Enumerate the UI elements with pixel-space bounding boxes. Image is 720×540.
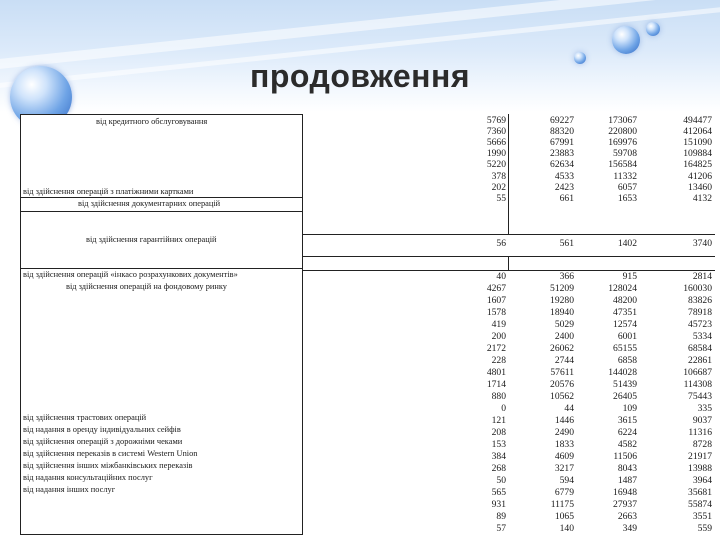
value-cell: 11506	[613, 451, 637, 462]
value-cell: 156584	[608, 159, 637, 171]
value-cell: 3964	[692, 475, 712, 486]
value-cell: 57	[496, 523, 506, 534]
value-cell: 4609	[554, 451, 574, 462]
row-label: від надання консультаційних послуг	[23, 473, 153, 482]
row-label: від надання інших послуг	[23, 485, 116, 494]
value-cell: 18940	[550, 307, 574, 318]
row-label: від здійснення операцій з платіжними картками	[23, 187, 194, 196]
value-cell: 55	[496, 192, 506, 204]
value-cell: 228	[491, 355, 506, 366]
value-cell: 114308	[683, 379, 712, 390]
value-cell: 11332	[613, 170, 637, 182]
value-cell: 1487	[617, 475, 637, 486]
value-cell: 6001	[617, 331, 637, 342]
row-label: від здійснення операцій з дорожніми чеками	[23, 437, 183, 446]
value-cell: 40	[496, 271, 506, 282]
value-cell: 6057	[617, 181, 637, 193]
value-cell: 51439	[613, 379, 637, 390]
value-cell: 915	[622, 271, 637, 282]
value-cell: 412064	[683, 126, 712, 138]
value-cell: 26062	[550, 343, 574, 354]
value-cell: 494477	[683, 115, 712, 126]
value-cell: 44	[564, 403, 574, 414]
row-label: від здійснення трастових операцій	[23, 413, 147, 422]
value-cell: 335	[697, 403, 712, 414]
value-cell: 10562	[550, 391, 574, 402]
row-label: від здійснення інших міжбанківських переказів	[23, 461, 193, 470]
value-cell: 89	[496, 511, 506, 522]
value-cell: 419	[491, 319, 506, 330]
value-cell: 67991	[550, 137, 574, 149]
value-cell: 3551	[692, 511, 712, 522]
value-cell: 27937	[613, 499, 637, 510]
value-cell: 151090	[683, 137, 712, 149]
value-cell: 4582	[617, 439, 637, 450]
value-cell: 565	[491, 487, 506, 498]
value-cell: 366	[559, 271, 574, 282]
value-cell: 4267	[486, 283, 506, 294]
value-cell: 661	[559, 192, 574, 204]
value-cell: 3217	[554, 463, 574, 474]
value-cell: 13988	[688, 463, 712, 474]
value-cell: 220800	[608, 126, 637, 138]
row-divider	[303, 256, 715, 257]
value-cell: 561	[559, 238, 574, 249]
row-divider	[21, 268, 302, 269]
value-cell: 106687	[683, 367, 712, 378]
value-cell: 78918	[688, 307, 712, 318]
value-cell: 5769	[486, 115, 506, 126]
value-cell: 11175	[550, 499, 574, 510]
value-cell: 109	[622, 403, 637, 414]
value-cell: 55874	[688, 499, 712, 510]
row-label: від здійснення гарантійних операцій	[86, 235, 217, 244]
value-cell: 20576	[550, 379, 574, 390]
value-cell: 12574	[613, 319, 637, 330]
value-cell: 594	[559, 475, 574, 486]
row-label: від надання в оренду індивідуальних сейфів	[23, 425, 181, 434]
value-cell: 1578	[486, 307, 506, 318]
value-cell: 65155	[613, 343, 637, 354]
value-cell: 5666	[486, 137, 506, 149]
value-cell: 69227	[550, 115, 574, 126]
decorative-orb	[646, 22, 660, 36]
value-cell: 200	[491, 331, 506, 342]
value-cell: 8043	[617, 463, 637, 474]
value-cell: 384	[491, 451, 506, 462]
value-cell: 3740	[692, 238, 712, 249]
value-cell: 268	[491, 463, 506, 474]
value-cell: 1714	[486, 379, 506, 390]
value-cell: 1446	[554, 415, 574, 426]
value-cell: 21917	[688, 451, 712, 462]
value-cell: 140	[559, 523, 574, 534]
value-cell: 2814	[692, 271, 712, 282]
value-cell: 41206	[688, 170, 712, 182]
row-label: від здійснення документарних операцій	[78, 199, 221, 208]
row-divider	[303, 270, 715, 271]
value-cell: 2744	[554, 355, 574, 366]
value-cell: 153	[491, 439, 506, 450]
value-cell: 128024	[608, 283, 637, 294]
value-cell: 57611	[550, 367, 574, 378]
value-cell: 378	[491, 170, 506, 182]
value-cell: 19280	[550, 295, 574, 306]
value-cell: 121	[491, 415, 506, 426]
value-cell: 7360	[486, 126, 506, 138]
value-cell: 16948	[613, 487, 637, 498]
value-cell: 6858	[617, 355, 637, 366]
value-cell: 47351	[613, 307, 637, 318]
value-cell: 2663	[617, 511, 637, 522]
value-cell: 4533	[554, 170, 574, 182]
value-cell: 5029	[554, 319, 574, 330]
value-cell: 11316	[688, 427, 712, 438]
value-cell: 59708	[613, 148, 637, 160]
value-cell: 6779	[554, 487, 574, 498]
value-cell: 22861	[688, 355, 712, 366]
value-cell: 9037	[692, 415, 712, 426]
value-cell: 2172	[486, 343, 506, 354]
value-cell: 559	[697, 523, 712, 534]
row-label: від здійснення операцій на фондовому ринку	[66, 282, 227, 291]
value-cell: 8728	[692, 439, 712, 450]
row-divider	[21, 197, 302, 198]
value-cell: 202	[491, 181, 506, 193]
value-cell: 2400	[554, 331, 574, 342]
value-cell: 5334	[692, 331, 712, 342]
value-cell: 23883	[550, 148, 574, 160]
value-cell: 6224	[617, 427, 637, 438]
value-cell: 75443	[688, 391, 712, 402]
value-cell: 1653	[617, 192, 637, 204]
value-cell: 26405	[613, 391, 637, 402]
value-cell: 164825	[683, 159, 712, 171]
row-label: від здійснення переказів в системі Western Union	[23, 449, 198, 458]
services-table	[20, 114, 715, 535]
value-cell: 1402	[617, 238, 637, 249]
value-cell: 83826	[688, 295, 712, 306]
value-cell: 88320	[550, 126, 574, 138]
row-divider	[21, 211, 302, 212]
column-divider	[508, 114, 509, 234]
value-cell: 5220	[486, 159, 506, 171]
value-cell: 51209	[550, 283, 574, 294]
row-label: від здійснення операцій «інкасо розрахункових документів»	[23, 270, 238, 279]
column-divider	[508, 256, 509, 270]
value-cell: 1607	[486, 295, 506, 306]
value-cell: 56	[496, 238, 506, 249]
value-cell: 349	[622, 523, 637, 534]
value-cell: 208	[491, 427, 506, 438]
slide-title: продовження	[250, 58, 470, 94]
value-cell: 931	[491, 499, 506, 510]
value-cell: 0	[501, 403, 506, 414]
row-labels-column	[20, 114, 303, 535]
value-cell: 2423	[554, 181, 574, 193]
value-cell: 1990	[486, 148, 506, 160]
value-cell: 35681	[688, 487, 712, 498]
value-cell: 68584	[688, 343, 712, 354]
value-cell: 173067	[608, 115, 637, 126]
row-label: від кредитного обслуговування	[96, 117, 208, 126]
value-cell: 880	[491, 391, 506, 402]
value-cell: 4132	[692, 192, 712, 204]
value-cell: 62634	[550, 159, 574, 171]
value-cell: 48200	[613, 295, 637, 306]
value-cell: 50	[496, 475, 506, 486]
value-cell: 169976	[608, 137, 637, 149]
value-cell: 144028	[608, 367, 637, 378]
value-cell: 13460	[688, 181, 712, 193]
value-cell: 4801	[486, 367, 506, 378]
value-cell: 109884	[683, 148, 712, 160]
value-cell: 3615	[617, 415, 637, 426]
row-divider	[303, 234, 715, 235]
value-cell: 160030	[683, 283, 712, 294]
value-cell: 45723	[688, 319, 712, 330]
value-cell: 1833	[554, 439, 574, 450]
header-banner	[0, 0, 720, 112]
decorative-orb	[612, 26, 640, 54]
value-cell: 1065	[554, 511, 574, 522]
value-cell: 2490	[554, 427, 574, 438]
